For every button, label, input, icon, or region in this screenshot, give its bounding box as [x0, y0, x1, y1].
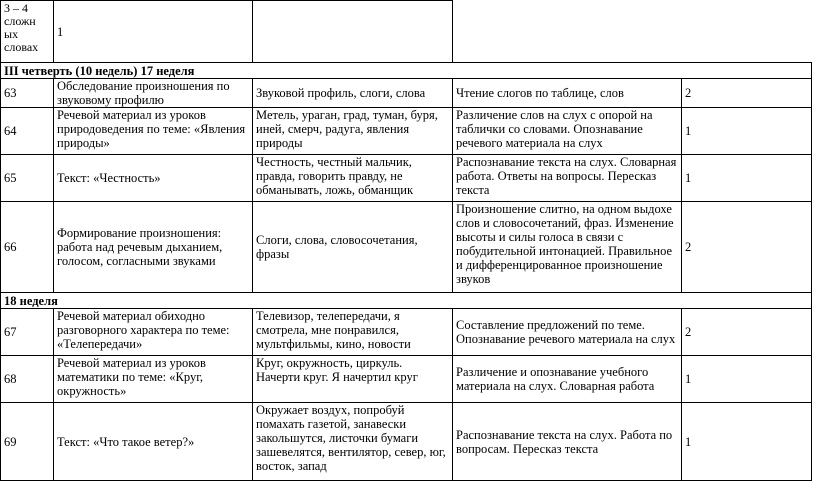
lesson-topic: Обследование произношения по звуковому профилю	[54, 79, 253, 108]
lesson-hours: 1	[682, 356, 812, 403]
lesson-hours: 2	[682, 79, 812, 108]
lesson-hours: 2	[682, 309, 812, 356]
table-row	[1, 1, 812, 63]
lesson-number: 69	[1, 403, 54, 481]
lesson-vocabulary: Телевизор, телепередачи, я смотрела, мне понравился, мультфильмы, кино, новости	[253, 309, 453, 356]
cell-value: 1	[54, 1, 253, 63]
cell-hours-text: 3 – 4 сложн ых словах	[1, 1, 54, 63]
lesson-topic: Текст: «Честность»	[54, 155, 253, 202]
table-row	[1, 79, 812, 108]
lesson-topic: Речевой материал обиходно разговорного характера по теме: «Телепередачи»	[54, 309, 253, 356]
lesson-vocabulary: Честность, честный мальчик, правда, говорить правду, не обманывать, ложь, обманщик	[253, 155, 453, 202]
section-heading: III четверть (10 недель) 17 неделя	[1, 63, 812, 79]
section-heading: 18 неделя	[1, 293, 812, 309]
table-row	[1, 202, 812, 293]
cell-empty	[253, 1, 453, 63]
lesson-number: 63	[1, 79, 54, 108]
lesson-hours: 1	[682, 108, 812, 155]
table-row	[1, 356, 812, 403]
lesson-vocabulary: Окружает воздух, попробуй помахать газетой, занавески закольшутся, листочки бумаги зашевелятся, вентилятор, север, юг, восток, запад	[253, 403, 453, 481]
lesson-activity: Составление предложений по теме. Опознавание речевого материала на слух	[453, 309, 682, 356]
table-row	[1, 108, 812, 155]
cell-empty	[682, 1, 812, 63]
lesson-activity: Распознавание текста на слух. Словарная работа. Ответы на вопросы. Пересказ текста	[453, 155, 682, 202]
cell-empty	[453, 1, 682, 63]
lesson-number: 67	[1, 309, 54, 356]
lesson-number: 65	[1, 155, 54, 202]
table-row	[1, 403, 812, 481]
section-row	[1, 63, 812, 79]
table-row	[1, 309, 812, 356]
lesson-activity: Произношение слитно, на одном выдохе слов и словосочетаний, фраз. Изменение высоты и силы голоса в связи с побудительной интонацией. Правильное и дифференцированное произношение звуков	[453, 202, 682, 293]
lesson-hours: 1	[682, 155, 812, 202]
lesson-vocabulary: Круг, окружность, циркуль. Начерти круг. Я начертил круг	[253, 356, 453, 403]
lesson-topic: Формирование произношения: работа над речевым дыханием, голосом, согласными звуками	[54, 202, 253, 293]
lesson-activity: Чтение слогов по таблице, слов	[453, 79, 682, 108]
lesson-number: 66	[1, 202, 54, 293]
lesson-activity: Различение слов на слух с опорой на таблички со словами. Опознавание речевого материала на слух	[453, 108, 682, 155]
lesson-vocabulary: Слоги, слова, словосочетания, фразы	[253, 202, 453, 293]
lesson-number: 68	[1, 356, 54, 403]
section-row	[1, 293, 812, 309]
lesson-number: 64	[1, 108, 54, 155]
lesson-topic: Речевой материал из уроков природоведения по теме: «Явления природы»	[54, 108, 253, 155]
lesson-hours: 1	[682, 403, 812, 481]
lesson-activity: Различение и опознавание учебного материала на слух. Словарная работа	[453, 356, 682, 403]
lesson-activity: Распознавание текста на слух. Работа по вопросам. Пересказ текста	[453, 403, 682, 481]
lesson-hours: 2	[682, 202, 812, 293]
lesson-vocabulary: Звуковой профиль, слоги, слова	[253, 79, 453, 108]
lesson-topic: Текст: «Что такое ветер?»	[54, 403, 253, 481]
lesson-vocabulary: Метель, ураган, град, туман, буря, иней, смерч, радуга, явления природы	[253, 108, 453, 155]
table-row	[1, 155, 812, 202]
lesson-topic: Речевой материал из уроков математики по теме: «Круг, окружность»	[54, 356, 253, 403]
